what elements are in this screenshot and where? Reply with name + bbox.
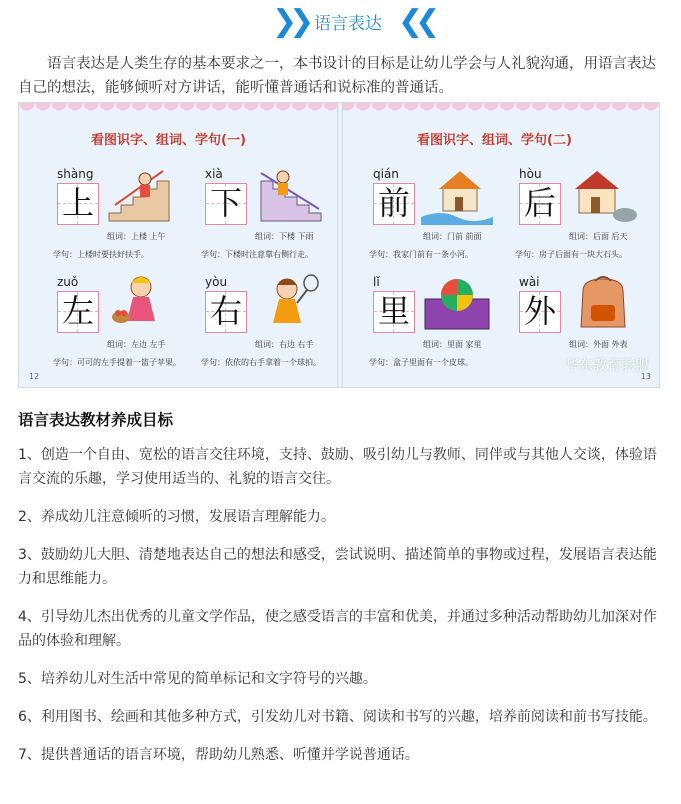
pinyin-label: wài <box>519 275 540 289</box>
box-ball-icon <box>421 273 493 333</box>
book-page-right <box>343 103 660 387</box>
list-item: 2、养成幼儿注意倾听的习惯，发展语言理解能力。 <box>18 509 335 525</box>
page-number: 13 <box>640 372 651 381</box>
character: 上 <box>61 184 94 222</box>
character: 后 <box>523 184 556 222</box>
character: 外 <box>523 292 556 330</box>
pinyin-label: zuǒ <box>57 275 79 289</box>
list-item: 1、创造一个自由、宽松的语言交往环境，支持、鼓励、吸引幼儿与教师、同伴或与其他人交谈，体验语言交流的乐趣，学习使用适当的、礼貌的语言交往。 <box>18 447 657 487</box>
page-number: 12 <box>29 372 40 381</box>
lesson-cell <box>35 267 185 375</box>
character: 左 <box>61 292 94 330</box>
double-chevron-left-icon: ❮❮ <box>398 4 433 39</box>
word-examples: 组词：后面 后天 <box>569 232 628 241</box>
word-examples: 组词：外面 外表 <box>569 340 628 349</box>
list-item: 7、提供普通话的语言环境，帮助幼儿熟悉、听懂并学说普通话。 <box>18 747 419 763</box>
lesson-cell <box>351 159 501 267</box>
lesson-cell <box>497 159 647 267</box>
section-title: 语言表达教材养成目标 <box>18 411 174 429</box>
page-title: 看图识字、组词、学句(二) <box>417 133 572 148</box>
girl-racket-icon <box>253 273 325 333</box>
example-sentence: 学句：可可的左手提着一篮子苹果。 <box>53 358 181 367</box>
backpack-icon <box>567 273 639 333</box>
example-sentence: 学句：上楼时要扶好扶手。 <box>53 250 149 259</box>
lesson-cell <box>351 267 501 375</box>
page-title: 看图识字、组词、学句(一) <box>91 133 246 148</box>
double-chevron-right-icon: ❯❯ <box>272 4 307 39</box>
word-examples: 组词：上楼 上午 <box>107 232 166 241</box>
lesson-cell <box>35 159 185 267</box>
word-examples: 组词：下楼 下雨 <box>255 232 314 241</box>
character: 里 <box>377 292 410 330</box>
list-item: 5、培养幼儿对生活中常见的简单标记和文字符号的兴趣。 <box>18 671 377 687</box>
example-sentence: 学句：依依的右手拿着一个球拍。 <box>201 358 321 367</box>
example-sentence: 学句：盒子里面有一个皮球。 <box>369 358 473 367</box>
lesson-cell <box>183 267 333 375</box>
character: 下 <box>209 184 242 222</box>
intro-paragraph: 语言表达是人类生存的基本要求之一，本书设计的目标是让幼儿学会与人礼貌沟通，用语言表达自己的想法，能够倾听对方讲话，能听懂普通话和说标准的普通话。 <box>18 56 656 96</box>
book-page-left <box>19 103 337 387</box>
lesson-cell <box>183 159 333 267</box>
pinyin-label: hòu <box>519 167 542 181</box>
girl-basket-icon <box>105 273 177 333</box>
word-examples: 组词：门前 前面 <box>423 232 482 241</box>
textbook-photo <box>18 102 660 388</box>
section-header-title: 语言表达 <box>314 14 382 34</box>
section-header <box>0 0 681 38</box>
word-examples: 组词：左边 左手 <box>107 340 166 349</box>
list-item: 6、利用图书、绘画和其他多种方式，引发幼儿对书籍、阅读和书写的兴趣，培养前阅读和前书写技能。 <box>18 709 657 725</box>
example-sentence: 学句：下楼时注意靠右侧行走。 <box>201 250 313 259</box>
goals-list <box>18 443 668 781</box>
example-sentence: 学句：房子后面有一块大石头。 <box>515 250 627 259</box>
character: 前 <box>377 184 410 222</box>
word-examples: 组词：右边 右手 <box>255 340 314 349</box>
pinyin-label: qián <box>373 167 399 181</box>
pinyin-label: lǐ <box>373 275 380 289</box>
word-examples: 组词：里面 家里 <box>423 340 482 349</box>
house-rock-icon <box>567 165 639 225</box>
stairs-down-child-icon <box>253 165 325 225</box>
pinyin-label: yòu <box>205 275 228 289</box>
character: 右 <box>209 292 242 330</box>
watermark: 华东教育联盟 <box>565 358 649 374</box>
list-item: 3、鼓励幼儿大胆、清楚地表达自己的想法和感受，尝试说明、描述简单的事物或过程，发展语言表达能力和思维能力。 <box>18 547 657 587</box>
pinyin-label: shàng <box>57 167 94 181</box>
stairs-up-child-icon <box>105 165 177 225</box>
example-sentence: 学句：我家门前有一条小河。 <box>369 250 473 259</box>
house-river-icon <box>421 165 493 225</box>
list-item: 4、引导幼儿杰出优秀的儿童文学作品，使之感受语言的丰富和优美，并通过多种活动帮助幼儿加深对作品的体验和理解。 <box>18 609 657 649</box>
pinyin-label: xià <box>205 167 223 181</box>
